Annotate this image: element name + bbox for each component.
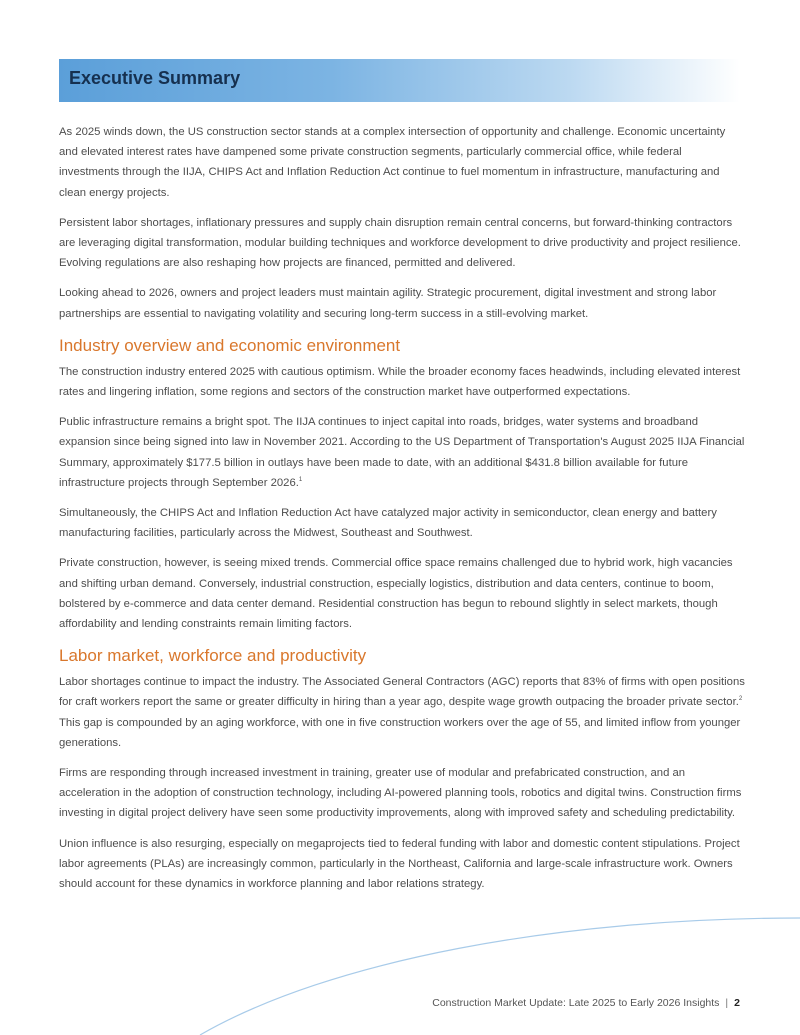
footer-title: Construction Market Update: Late 2025 to Early 2026 Insights bbox=[432, 997, 720, 1009]
page-number: 2 bbox=[734, 997, 740, 1009]
footnote-ref-1: 1 bbox=[298, 477, 303, 484]
industry-paragraph-4: Private construction, however, is seeing mixed trends. Commercial office space remains challenged due to hybrid work, high vacancies and shifting urban demand. Conversely, industrial construction, especially logistics, distribution and data centers, continue to boom, bolstered by e-commerce and data center demand. Residential construction has begun to rebound slightly in select markets, though affordability and lending constraints remain limiting factors. bbox=[59, 557, 733, 631]
industry-paragraph-3: Simultaneously, the CHIPS Act and Inflation Reduction Act have catalyzed major activity in semiconductor, clean energy and battery manufacturing facilities, particularly across the Midwest, Southeast and Southwest. bbox=[59, 507, 717, 540]
page-title: Executive Summary bbox=[69, 68, 241, 88]
intro-paragraph-1: As 2025 winds down, the US construction sector stands at a complex intersection of opportunity and challenge. Economic uncertainty and elevated interest rates have dampened some private construction segments, particularly commercial office, while federal investments through the IIJA, CHIPS Act and Inflation Reduction Act continue to fuel momentum in infrastructure, manufacturing and clean energy projects. bbox=[59, 126, 726, 199]
page-footer bbox=[432, 997, 740, 1009]
footer-separator: | bbox=[725, 997, 729, 1009]
labor-paragraph-1a: Labor shortages continue to impact the industry. The Associated General Contractors (AGC) reports that 83% of firms with open positions for craft workers report the same or greater difficulty in hiring than a year ago, despite wage growth outpacing the broader private sector. bbox=[59, 676, 745, 709]
industry-paragraph-1: The construction industry entered 2025 with cautious optimism. While the broader economy faces headwinds, including elevated interest rates and lingering inflation, some regions and sectors of the construction market have outperformed expectations. bbox=[59, 365, 741, 399]
section-heading-labor: Labor market, workforce and productivity bbox=[59, 646, 367, 666]
intro-paragraph-2: Persistent labor shortages, inflationary pressures and supply chain disruption remain central concerns, but forward-thinking contractors are leveraging digital transformation, modular building techniques and workforce development to drive productivity and project resilience. Evolving regulations are also reshaping how projects are financed, permitted and delivered. bbox=[59, 216, 741, 270]
labor-paragraph-2: Firms are responding through increased investment in training, greater use of modular and prefabricated construction, and an acceleration in the adoption of construction technology, including AI-powered planning tools, robotics and digital twins. Construction firms investing in digital project delivery have seen some productivity improvements, along with improved safety and scheduling predictability. bbox=[59, 767, 742, 820]
labor-paragraph-1b: This gap is compounded by an aging workforce, with one in five construction workers over the age of 55, and limited inflow from younger generations. bbox=[59, 716, 741, 749]
footnote-ref-2: 2 bbox=[738, 696, 743, 703]
labor-paragraph-3: Union influence is also resurging, especially on megaprojects tied to federal funding with labor and domestic content stipulations. Project labor agreements (PLAs) are increasingly common, particularly in the Northeast, California and large-scale infrastructure work. Owners should account for these dynamics in workforce planning and labor relations strategy. bbox=[59, 837, 740, 891]
section-heading-industry: Industry overview and economic environment bbox=[59, 335, 401, 355]
industry-paragraph-2-text: Public infrastructure remains a bright spot. The IIJA continues to inject capital into roads, bridges, water systems and broadband expansion since being signed into law in November 2021. According to the US Department of Transportation's August 2025 IIJA Financial Summary, approximately $177.5 billion in outlays have been made to date, with an additional $431.8 billion available for future infrastructure projects through September 2026. bbox=[59, 416, 745, 489]
intro-paragraph-3: Looking ahead to 2026, owners and project leaders must maintain agility. Strategic procurement, digital investment and strong labor partnerships are essential to navigating volatility and securing long-term success in a still-evolving market. bbox=[59, 287, 717, 320]
curve-line bbox=[200, 918, 800, 1035]
